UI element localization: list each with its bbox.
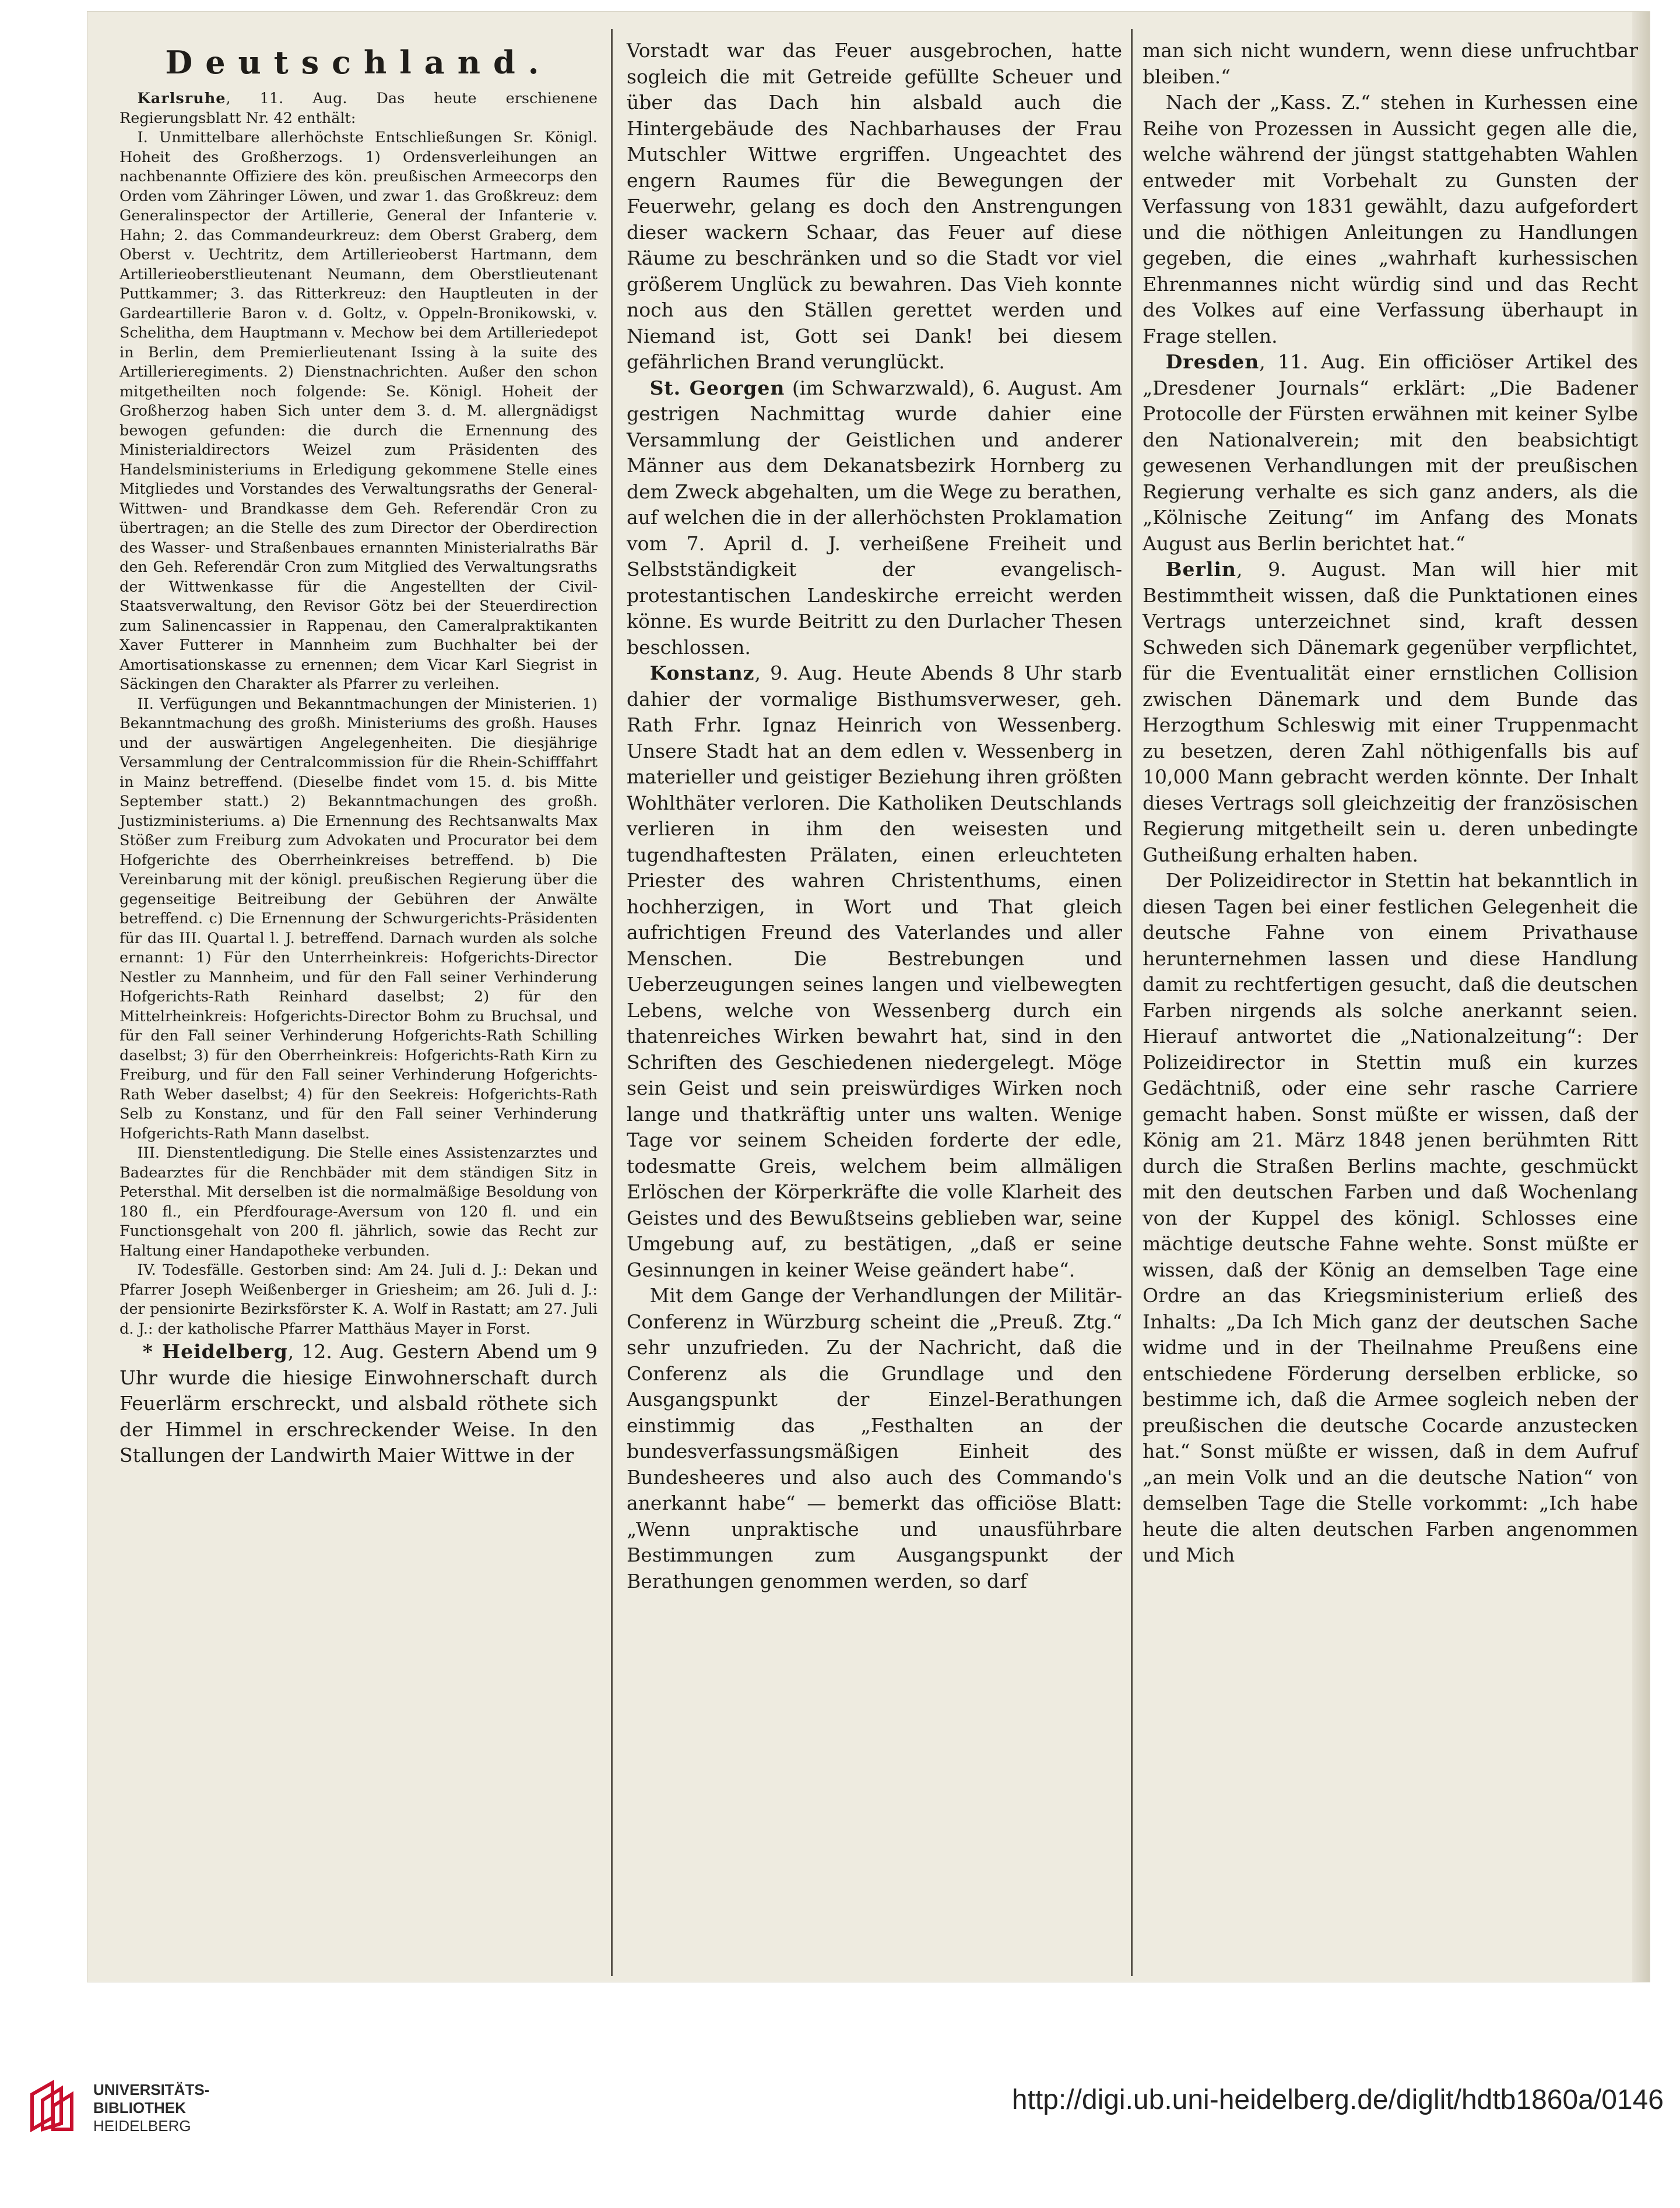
article-konstanz — [627, 660, 1122, 1283]
article-text: , 12. Aug. Gestern Abend um 9 Uhr wurde die hiesige Einwohnerschaft durch Feuerlärm erschreckt, und alsbald röthete sich der Himmel in erschreckender Weise. In den Stallungen der Landwirth Maier Wittwe in der — [120, 1340, 598, 1467]
dateline-place: Berlin — [1165, 558, 1236, 581]
article-text: , 11. Aug. Das heute erschienene Regierungsblatt Nr. 42 enthält: — [120, 90, 598, 127]
article-st-georgen — [627, 375, 1122, 661]
dateline-place: * Heidelberg — [142, 1340, 288, 1363]
dateline-place: St. Georgen — [649, 376, 785, 399]
article-paragraph: Nach der „Kass. Z.“ stehen in Kurhessen eine Reihe von Prozessen in Aussicht gegen alle die, welche während der jüngst stattgehabten Wahlen entweder mit Vorbehalt zu Gunsten der Verfassung von 1831 gewählt, dazu aufgefordert und die nöthigen Anleitungen zu Handlungen gegeben, die eines „wahrhaft kurhessischen Ehrenmannes nicht würdig sind und das Recht des Volkes auf eine Verfassung überhaupt in Frage stellen. — [1143, 91, 1638, 347]
column-2 — [627, 38, 1122, 1594]
article-text: , 9. August. Man will hier mit Bestimmtheit wissen, daß die Punktationen eines Vertrags unterzeichnet sind, kraft dessen Schweden sich Dänemark gegenüber verpflichtet, für die Eventualität einer ernstlichen Collision zwischen Dänemark und dem Bunde das Herzogthum Schleswig mit einer Truppenmacht zu besetzen, deren Zahl nöthigenfalls bis auf 10,000 Mann gebracht werden könnte. Der Inhalt dieses Vertrags soll gleichzeitig der französischen Regierung mitgetheilt sein u. deren unbedingte Gutheißung erhalten haben. — [1143, 558, 1638, 866]
article-paragraph: Der Polizeidirector in Stettin hat bekanntlich in diesen Tagen bei einer festlichen Gelegenheit die deutsche Fahne von einem Privathause herunternehmen lassen und diese Handlung damit zu rechtfertigen gesucht, daß die deutschen Farben nirgends als solche anerkannt seien. Hierauf antwortet die „Nationalzeitung“: Der Polizeidirector in Stettin muß ein kurzes Gedächtniß, oder eine sehr rasche Carriere gemacht haben. Sonst müßte er wissen, daß der König am 21. März 1848 jenen berühmten Ritt durch die Straßen Berlins machte, geschmückt mit den deutschen Farben und daß Wochenlang von der Kuppel des königl. Schlosses eine mächtige deutsche Fahne wehte. Sonst müßte er wissen, daß der König an demselben Tage eine Ordre an das Kriegsministerium erließ des Inhalts: „Da Ich Mich ganz der deutschen Sache widme und in der Theilnahme Preußens eine entschiedene Förderung derselben erblicke, so bestimme ich, daß die Armee sogleich neben der preußischen die deutsche Cocarde anzustecken hat.“ Sonst müßte er wissen, daß in dem Aufruf „an mein Volk und an die deutsche Nation“ von demselben Tage die Stelle vorkommt: „Ich habe heute die alten deutschen Farben angenommen und Mich — [1143, 869, 1638, 1566]
dateline-place: Konstanz — [649, 662, 755, 684]
column-divider — [1131, 29, 1133, 1976]
library-name-line: HEIDELBERG — [93, 2117, 191, 2135]
column-3 — [1143, 38, 1638, 1569]
newspaper-page — [87, 12, 1650, 1982]
column-divider — [611, 29, 613, 1976]
article-paragraph: man sich nicht wundern, wenn diese unfruchtbar bleiben.“ — [1143, 39, 1638, 88]
article-paragraph: IV. Todesfälle. Gestorben sind: Am 24. Juli d. J.: Dekan und Pfarrer Joseph Weißenberger in Griesheim; am 26. Juli d. J.: der pensionirte Bezirksförster K. A. Wolf in Rastatt; am 27. Juli d. J.: der katholische Pfarrer Matthäus Mayer in Forst. — [120, 1261, 598, 1338]
article-berlin — [1143, 557, 1638, 868]
dateline-place: Karlsruhe — [137, 90, 226, 107]
article-text: , 9. Aug. Heute Abends 8 Uhr starb dahier der vormalige Bisthumsverweser, geh. Rath Frhr. Ignaz Heinrich von Wessenberg. Unsere Stadt hat an dem edlen v. Wessenberg in materieller und geistiger Beziehung ihren größten Wohlthäter verloren. Die Katholiken Deutschlands verlieren in ihm den weisesten und tugendhaftesten Prälaten, einen erleuchteten Priester des wahren Christenthums, einen hochherzigen, in Wort und That gleich aufrichtigen Freund des Vaterlandes und aller Menschen. Die Bestrebungen und Ueberzeugungen seines langen und vielbewegten Lebens, welche von Wessenberg durch ein thatenreiches Wirken bewahrt hat, sind in den Schriften des Geschiedenen niedergelegt. Möge sein Geist und sein preiswürdiges Wirken noch lange und thatkräftig unter uns walten. Wenige Tage vor seinem Scheiden forderte der edle, todesmatte Greis, welchem beim allmäligen Erlöschen der Körperkräfte die volle Klarheit des Geistes und des Bewußtseins geblieben war, seine Umgebung auf, zu bestätigen, „daß er seine Gesinnungen in keiner Weise geändert habe“. — [627, 662, 1122, 1281]
library-name-line: UNIVERSITÄTS- — [93, 2081, 210, 2098]
article-text: (im Schwarzwald), 6. August. Am gestrigen Nachmittag wurde dahier eine Versammlung der Geistlichen und anderer Männer aus dem Dekanatsbezirk Hornberg zu dem Zweck abgehalten, um die Wege zu berathen, auf welchen die in der allerhöchsten Proklamation vom 7. April d. J. verheißene Freiheit und Selbstständigkeit der evangelisch-protestantischen Landeskirche erreicht werden könne. Es wurde Beitritt zu den Durlacher Thesen beschlossen. — [627, 376, 1122, 659]
article-paragraph: III. Dienstentledigung. Die Stelle eines Assistenzarztes und Badearztes für die Renchbäder mit dem ständigen Sitz in Petersthal. Mit derselben ist die normalmäßige Besoldung von 180 fl., ein Pferdfourage-Aversum von 120 fl. und ein Functionsgehalt von 200 fl. jährlich, sowie das Recht zur Haltung einer Handapotheke verbunden. — [120, 1144, 598, 1260]
footer-bar — [0, 2058, 1680, 2151]
dateline-place: Dresden — [1165, 350, 1260, 373]
article-paragraph: I. Unmittelbare allerhöchste Entschließungen Sr. Königl. Hoheit des Großherzogs. 1) Ordensverleihungen an nachbenannte Offiziere des kön. preußischen Armeecorps den Orden vom Zähringer Löwen, und zwar 1. das Großkreuz: dem Generalinspector der Artillerie, General der Infanterie v. Hahn; 2. das Commandeurkreuz: dem Oberst Graberg, dem Oberst v. Uechtritz, dem Artillerieoberst Hartmann, dem Artillerieoberstlieutenant Neumann, dem Oberstlieutenant Puttkammer; 3. das Ritterkreuz: den Hauptleuten in der Gardeartillerie Baron v. d. Goltz, v. Oppeln-Bronikowski, v. Schelitha, dem Hauptmann v. Mechow bei dem Artilleriedepot in Berlin, dem Premierlieutenant Issing à la suite des Artillerieregiments. 2) Dienstnachrichten. Außer den schon mitgetheilten noch folgende: Se. Königl. Hoheit der Großherzog haben Sich unter dem 3. d. M. allergnädigst bewogen gefunden: die durch die Ernennung des Ministerialdirectors Weizel zum Präsidenten des Handelsministeriums in Erledigung gekommene Stelle eines Mitgliedes und Vorstandes des Verwaltungsraths der General-Wittwen- und Brandkasse dem Geh. Referendär Cron zu übertragen; an die Stelle des zum Director der Oberdirection des Wasser- und Straßenbaues ernannten Ministerialraths Bär den Geh. Referendär Cron zum Mitglied des Verwaltungsraths der Wittwenkasse für die Angestellten der Civil-Staatsverwaltung, den Revisor Götz bei der Steuerdirection zum Salinencassier in Rappenau, den Cameralpraktikanten Xaver Futterer in Mannheim zum Buchhalter bei der Amortisationskasse zu ernennen; dem Vicar Karl Siegrist in Säckingen den Charakter als Pfarrer zu verleihen. — [120, 129, 598, 693]
permalink-url[interactable]: http://digi.ub.uni-heidelberg.de/diglit/hdtb1860a/0146 — [1011, 2084, 1664, 2115]
column-1 — [120, 38, 598, 1469]
article-text: , 11. Aug. Ein officiöser Artikel des „Dresdener Journals“ erklärt: „Die Badener Protocolle der Fürsten erwähnen mit keiner Sylbe den Nationalverein; mit den beabsichtigt gewesenen Verhandlungen mit der preußischen Regierung verhalte es sich ganz anders, als die „Kölnische Zeitung“ im Anfang des Monats August aus Berlin berichtet hat.“ — [1143, 350, 1638, 555]
article-paragraph: Mit dem Gange der Verhandlungen der Militär-Conferenz in Würzburg scheint die „Preuß. Ztg.“ sehr unzufrieden. Zu der Nachricht, daß die Conferenz als die Grundlage und den Ausgangspunkt der Einzel-Berathungen einstimmig das „Festhalten an der bundesverfassungsmäßigen Einheit des Bundesheeres und also auch des Commando's anerkannt habe“ — bemerkt das officiöse Blatt: „Wenn unpraktische und unausführbare Bestimmungen zum Ausgangspunkt der Berathungen genommen werden, so darf — [627, 1284, 1122, 1592]
library-name-line: BIBLIOTHEK — [93, 2099, 186, 2116]
section-heading: Deutschland. — [165, 44, 552, 81]
university-library-logo-icon — [20, 2074, 85, 2138]
library-name — [93, 2081, 209, 2135]
article-paragraph: Vorstadt war das Feuer ausgebrochen, hatte sogleich die mit Getreide gefüllte Scheuer und über das Dach hin alsbald auch die Hintergebäude des Nachbarhauses der Frau Mutschler Wittwe ergriffen. Ungeachtet des engern Raumes für die Bewegungen der Feuerwehr, gelang es doch den Anstrengungen dieser wackern Schaar, das Feuer auf diese Räume zu beschränken und so die Stadt vor viel größerem Unglück zu bewahren. Das Vieh konnte noch aus den Ställen gerettet werden und Niemand ist, Gott sei Dank! bei diesem gefährlichen Brand verunglückt. — [627, 39, 1122, 373]
article-karlsruhe — [120, 89, 598, 128]
article-dresden — [1143, 349, 1638, 557]
article-heidelberg — [120, 1339, 598, 1469]
article-paragraph: II. Verfügungen und Bekanntmachungen der Ministerien. 1) Bekanntmachung des großh. Ministeriums des großh. Hauses und der auswärtigen Angelegenheiten. Die diesjährige Versammlung der Centralcommission für die Rhein-Schifffahrt in Mainz betreffend. (Dieselbe findet vom 15. d. bis Mitte September statt.) 2) Bekanntmachungen des großh. Justizministeriums. a) Die Ernennung des Rechtsanwalts Max Stößer zum Freiburg zum Advokaten und Procurator bei dem Hofgerichte des Oberrheinkreises betreffend. b) Die Vereinbarung mit der königl. preußischen Regierung über die gegenseitige Beitreibung der Gebühren der Anwälte betreffend. c) Die Ernennung der Schwurgerichts-Präsidenten für das III. Quartal l. J. betreffend. Darnach wurden als solche ernannt: 1) Für den Unterrheinkreis: Hofgerichts-Director Nestler zu Mannheim, und für den Fall seiner Verhinderung Hofgerichts-Rath Reinhard daselbst; 2) für den Mittelrheinkreis: Hofgerichts-Director Bohm zu Bruchsal, und für den Fall seiner Verhinderung Hofgerichts-Rath Schilling daselbst; 3) für den Oberrheinkreis: Hofgerichts-Rath Kirn zu Freiburg, und für den Fall seiner Verhinderung Hofgerichts-Rath Weber daselbst; 4) für den Seekreis: Hofgerichts-Rath Selb zu Konstanz, und für den Fall seiner Verhinderung Hofgerichts-Rath Mann daselbst. — [120, 695, 598, 1142]
